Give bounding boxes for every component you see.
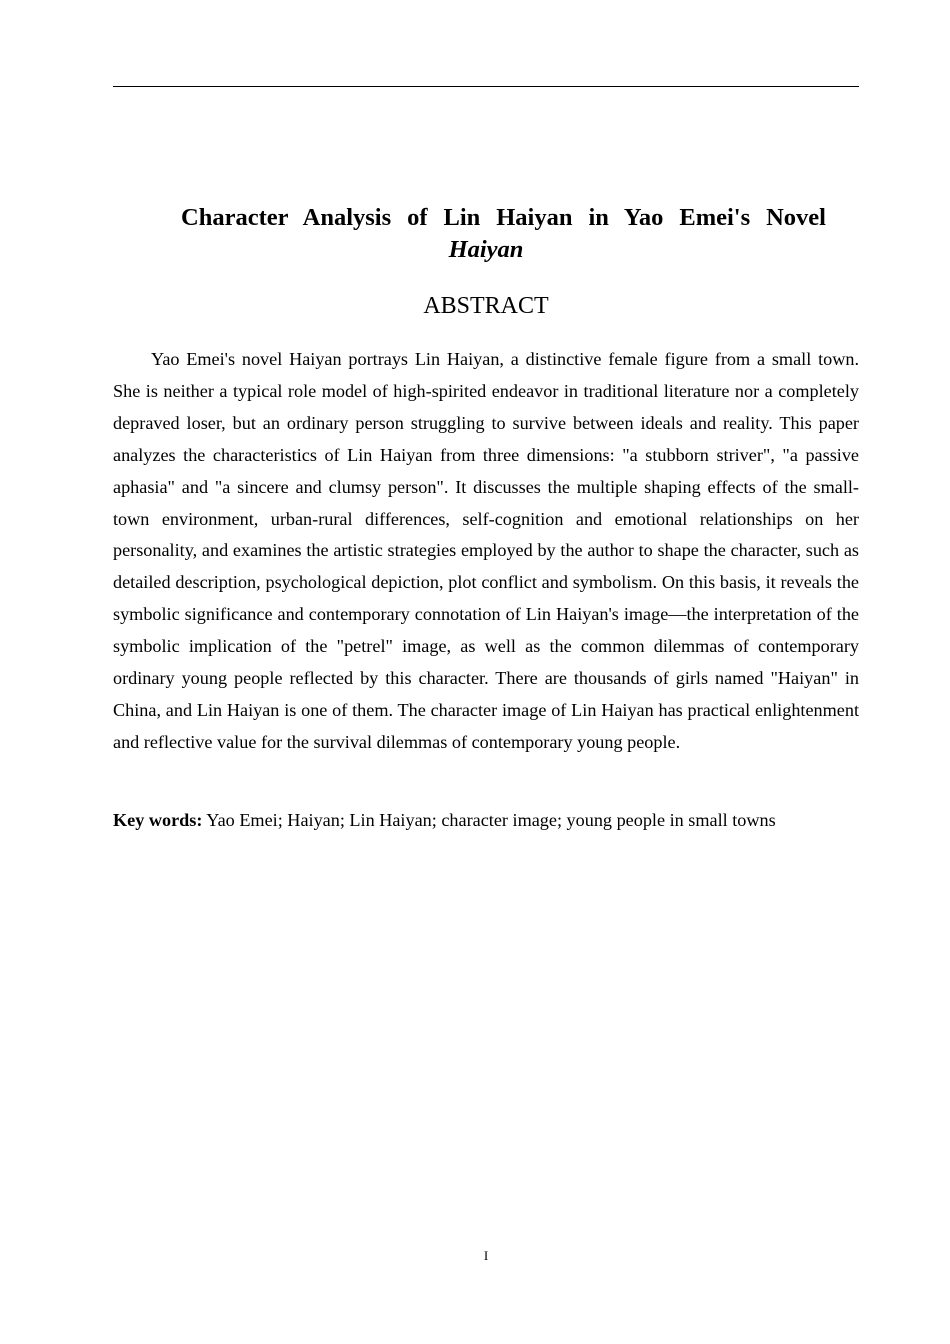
keywords-label: Key words: [113,810,203,830]
abstract-body: Yao Emei's novel Haiyan portrays Lin Haiyan, a distinctive female figure from a small town. She is neither a typical role model of high-spirited endeavor in traditional literature nor a completely depraved loser, but an ordinary person struggling to survive between ideals and reality. This paper analyzes the characteristics of Lin Haiyan from three dimensions: "a stubborn striver", "a passive aphasia" and "a sincere and clumsy person". It discusses the multiple shaping effects of the small-town environment, urban-rural differences, self-cognition and emotional relationships on her personality, and examines the artistic strategies employed by the author to shape the character, such as detailed description, psychological depiction, plot conflict and symbolism. On this basis, it reveals the symbolic significance and contemporary connotation of Lin Haiyan's image—the interpretation of the symbolic implication of the "petrel" image, as well as the common dilemmas of contemporary ordinary young people reflected by this character. There are thousands of girls named "Haiyan" in China, and Lin Haiyan is one of them. The character image of Lin Haiyan has practical enlightenment and reflective value for the survival dilemmas of contemporary young people. [113,349,859,752]
paper-title-main: Character Analysis of Lin Haiyan in Yao Emei's Novel [181,204,826,231]
paper-title-italic: Haiyan [448,236,524,263]
page-number: I [483,1248,489,1263]
keywords-text: Yao Emei; Haiyan; Lin Haiyan; character image; young people in small towns [206,810,776,830]
header-rule [113,86,859,87]
paper-title [113,202,859,266]
keywords-paragraph [113,805,859,837]
abstract-heading: ABSTRACT [423,293,549,319]
